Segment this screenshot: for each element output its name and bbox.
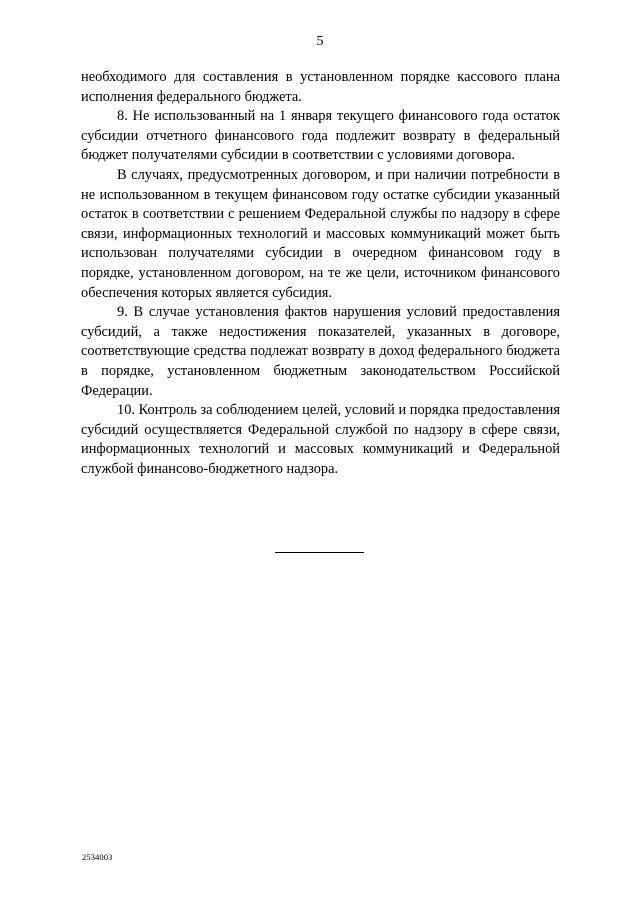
paragraph-item-10: 10. Контроль за соблюдением целей, условий и порядка предоставления субсидий осуществляется Федеральной службой по надзору в сфере связи, информационных технологий и массовых коммуникаций и Федеральной службой финансово-бюджетного надзора. [81,402,560,477]
paragraph-continuation: необходимого для составления в установленном порядке кассового плана исполнения федерального бюджета. [81,69,560,105]
page-number: 5 [316,34,324,49]
document-body [81,68,560,479]
paragraph-item-8-remainder-use: В случаях, предусмотренных договором, и при наличии потребности в не использованном в текущем финансовом году остатке субсидии указанный остаток в соответствии с решением Федеральной службы по надзору в сфере связи, информационных технологий и массовых коммуникаций может быть использован получателями субсидии в очередном финансовом году в порядке, установленном договором, на те же цели, источником финансового обеспечения которых является субсидия. [81,166,560,301]
paragraph-item-8: 8. Не использованный на 1 января текущего финансового года остаток субсидии отчетного финансового года подлежит возврату в федеральный бюджет получателями субсидии в соответствии с условиями договора. [81,108,560,164]
paragraph-item-9: 9. В случае установления фактов нарушения условий предоставления субсидий, а также недостижения показателей, указанных в договоре, соответствующие средства подлежат возврату в доход федерального бюджета в порядке, установленном бюджетным законодательством Российской Федерации. [81,304,560,399]
end-separator-line [275,552,364,553]
document-code: 2534003 [82,852,113,862]
